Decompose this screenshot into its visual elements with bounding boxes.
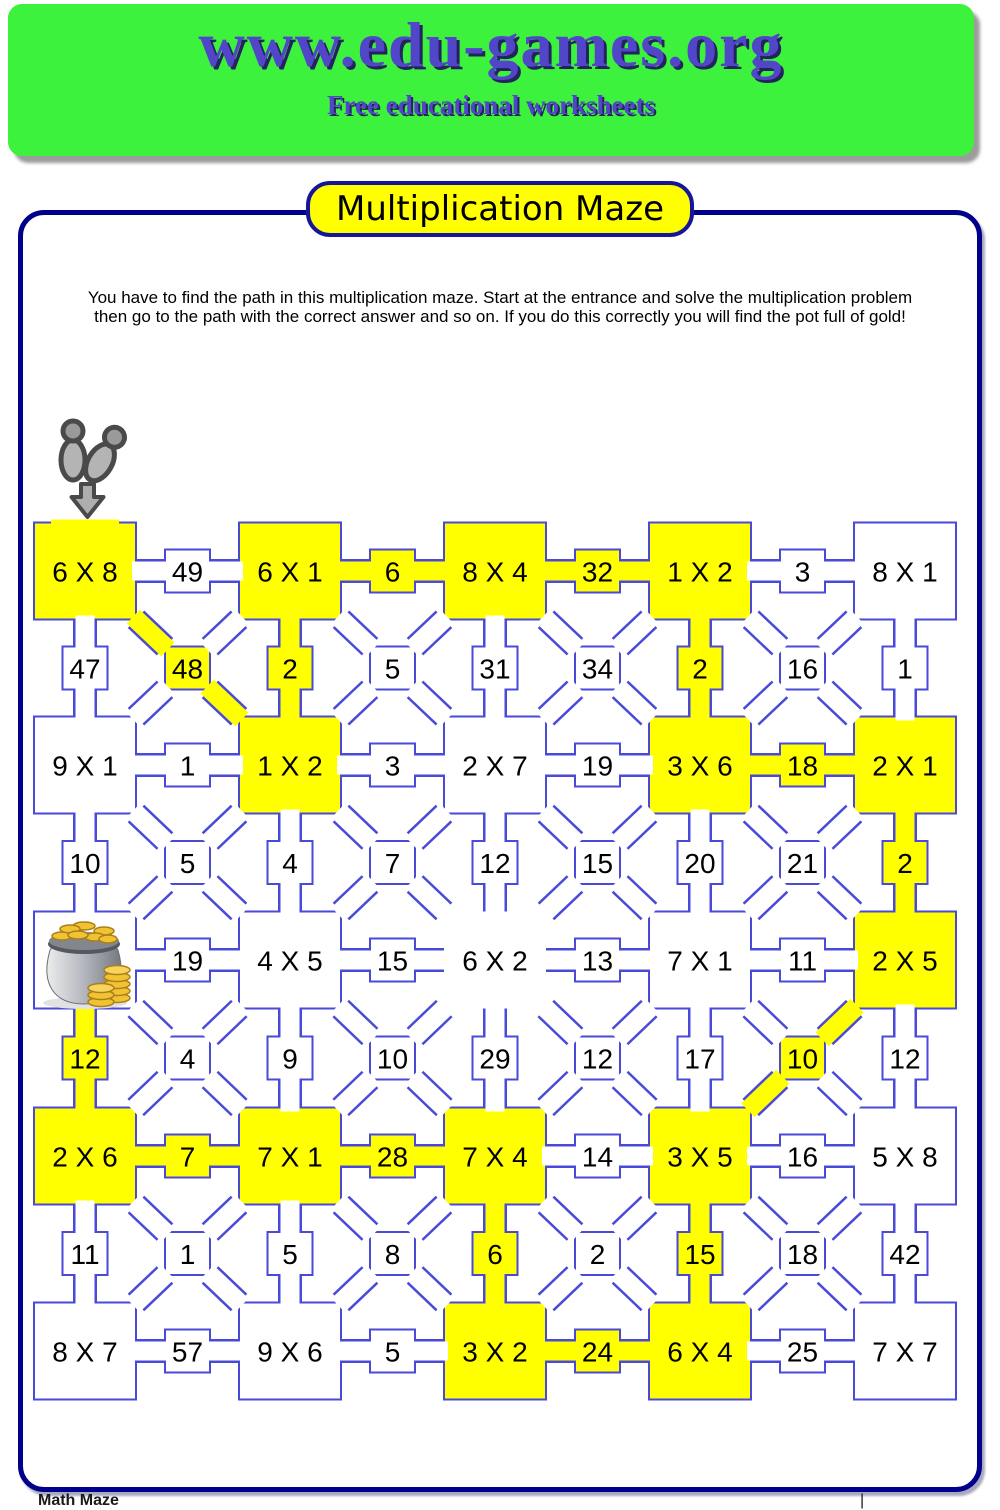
maze-corridor	[207, 881, 242, 914]
answer-label: 19	[581, 750, 614, 782]
maze-corridor	[822, 881, 857, 914]
maze-corridor	[543, 1006, 578, 1040]
room-label: 6 X 8	[52, 556, 118, 588]
maze-corridor	[748, 1077, 783, 1111]
answer-label: 49	[171, 556, 204, 588]
room-label: 3 X 6	[667, 750, 733, 782]
answer-label: 48	[171, 653, 204, 685]
room-label: 6 X 4	[667, 1336, 733, 1368]
instructions-line-1: You have to find the path in this multiplication maze. Start at the entrance and solve the multiplication problem	[87, 288, 913, 307]
maze-corridor	[338, 881, 373, 914]
answer-label: 42	[889, 1239, 921, 1270]
maze-corridor	[748, 811, 783, 844]
room-label: 9 X 6	[257, 1336, 323, 1368]
maze-corridor	[207, 687, 242, 720]
answer-label: 16	[786, 1141, 819, 1173]
maze-corridor	[338, 687, 373, 720]
room-label: 8 X 1	[872, 556, 938, 588]
room-label: 1 X 2	[667, 556, 733, 588]
maze-corridor	[133, 1202, 168, 1235]
maze-corridor	[822, 1006, 857, 1040]
answer-label: 7	[384, 848, 401, 879]
maze-corridor	[543, 1077, 578, 1111]
maze-corridor	[412, 1272, 447, 1305]
footer-left-text: Math Maze	[38, 1492, 119, 1509]
answer-label: 19	[171, 945, 204, 977]
room-label: 2 X 5	[872, 945, 938, 977]
answer-label: 29	[479, 1043, 511, 1075]
maze-corridor	[748, 617, 783, 650]
answer-label: 8	[384, 1239, 401, 1270]
answer-label: 2	[692, 653, 708, 685]
maze-corridor	[822, 1077, 857, 1111]
room-label: 3 X 2	[462, 1336, 528, 1368]
maze-corridor	[617, 1006, 652, 1040]
maze-corridor	[207, 1272, 242, 1305]
maze-corridor	[543, 881, 578, 914]
maze-corridor	[822, 687, 857, 720]
maze-corridor	[133, 1006, 168, 1040]
room-label: 7 X 4	[462, 1141, 528, 1173]
answer-label: 12	[69, 1043, 101, 1075]
answer-label: 17	[684, 1043, 716, 1075]
maze-corridor	[748, 1272, 783, 1305]
maze-corridor	[412, 687, 447, 720]
maze-corridor	[412, 811, 447, 844]
room-label: 2 X 7	[462, 750, 528, 782]
instructions-line-2: then go to the path with the correct answer and so on. If you do this correctly you will find the pot full of gold!	[94, 307, 906, 326]
answer-label: 1	[897, 653, 913, 685]
answer-label: 31	[479, 653, 511, 685]
room-label: 1 X 2	[257, 750, 323, 782]
maze-corridor	[617, 617, 652, 650]
answer-label: 2	[897, 848, 913, 879]
maze-corridor	[617, 1202, 652, 1235]
maze-corridor	[617, 687, 652, 720]
maze-corridor	[338, 617, 373, 650]
answer-label: 3	[384, 750, 401, 782]
maze-corridor	[748, 1202, 783, 1235]
maze-corridor	[617, 811, 652, 844]
footer-right-mark: |	[860, 1492, 865, 1509]
maze-corridor	[207, 811, 242, 844]
maze-corridor	[748, 687, 783, 720]
maze-corridor	[207, 1202, 242, 1235]
answer-label: 34	[581, 653, 614, 685]
answer-label: 21	[786, 848, 819, 879]
answer-label: 57	[171, 1336, 204, 1368]
answer-label: 15	[376, 945, 409, 977]
answer-label: 7	[179, 1141, 196, 1173]
maze-corridor	[207, 617, 242, 650]
instructions	[0, 288, 1000, 326]
answer-label: 11	[787, 945, 818, 977]
room-label: 9 X 1	[52, 750, 118, 782]
answer-label: 25	[786, 1336, 819, 1368]
maze-corridor	[133, 1272, 168, 1305]
answer-label: 4	[179, 1043, 196, 1075]
maze-corridor	[617, 1272, 652, 1305]
answer-label: 12	[479, 848, 511, 879]
answer-label: 1	[179, 1239, 196, 1270]
room-label: 2 X 1	[872, 750, 938, 782]
maze-corridor	[543, 1272, 578, 1305]
room-label: 8 X 4	[462, 556, 528, 588]
maze-entrance	[51, 520, 119, 526]
maze-corridor	[338, 1077, 373, 1111]
maze-corridor	[133, 1077, 168, 1111]
maze-corridor	[748, 881, 783, 914]
answer-label: 3	[794, 556, 811, 588]
answer-label: 12	[889, 1043, 921, 1075]
maze-corridor	[748, 1006, 783, 1040]
page-title: Multiplication Maze	[306, 181, 694, 237]
room-label: 6 X 2	[462, 945, 528, 977]
answer-label: 5	[384, 1336, 401, 1368]
room-label: 5 X 8	[872, 1141, 938, 1173]
room-label: 8 X 7	[52, 1336, 118, 1368]
answer-label: 24	[581, 1336, 614, 1368]
maze-corridor	[207, 1006, 242, 1040]
answer-label: 9	[282, 1043, 298, 1075]
maze-corridor	[543, 811, 578, 844]
answer-label: 6	[384, 556, 401, 588]
answer-label: 15	[684, 1239, 716, 1270]
maze-corridor	[133, 881, 168, 914]
maze-layer-labels	[52, 557, 937, 1368]
answer-label: 10	[69, 848, 101, 879]
answer-label: 6	[487, 1239, 503, 1270]
room-label: 7 X 1	[257, 1141, 323, 1173]
answer-label: 12	[581, 1043, 614, 1075]
answer-label: 10	[376, 1043, 409, 1075]
maze-corridor	[822, 811, 857, 844]
maze-corridor	[412, 881, 447, 914]
answer-label: 20	[684, 848, 716, 879]
maze-corridor	[412, 617, 447, 650]
room-label: 2 X 6	[52, 1141, 118, 1173]
maze-corridor	[338, 811, 373, 844]
maze-corridor	[822, 617, 857, 650]
room-label: 6 X 1	[257, 556, 323, 588]
room-label: 3 X 5	[667, 1141, 733, 1173]
maze-corridor	[133, 811, 168, 844]
site-tagline: Free educational worksheets	[327, 90, 655, 120]
maze-corridor	[412, 1006, 447, 1040]
maze-corridor	[822, 1202, 857, 1235]
answer-label: 15	[581, 848, 614, 879]
maze-corridor	[412, 1202, 447, 1235]
answer-label: 5	[282, 1239, 298, 1270]
answer-label: 18	[786, 750, 819, 782]
maze-corridor	[617, 881, 652, 914]
answer-label: 16	[786, 653, 819, 685]
answer-label: 2	[282, 653, 298, 685]
answer-label: 13	[581, 945, 614, 977]
answer-label: 4	[282, 848, 298, 879]
answer-label: 11	[70, 1239, 100, 1270]
maze-corridor	[543, 617, 578, 650]
answer-label: 10	[786, 1043, 819, 1075]
maze-corridor	[617, 1077, 652, 1111]
answer-label: 14	[581, 1141, 614, 1173]
answer-label: 5	[384, 653, 401, 685]
footprints-icon	[61, 421, 130, 486]
maze-corridor	[822, 1272, 857, 1305]
maze-corridor	[133, 687, 168, 720]
maze-corridor	[338, 1006, 373, 1040]
maze-corridor	[207, 1077, 242, 1111]
maze-corridor	[338, 1272, 373, 1305]
answer-label: 2	[589, 1239, 606, 1270]
site-title: www.edu-games.org	[198, 9, 784, 80]
room-label: 7 X 1	[667, 945, 733, 977]
answer-label: 32	[581, 556, 614, 588]
start-arrow-icon	[72, 484, 104, 517]
maze-corridor	[412, 1077, 447, 1111]
maze-corridor	[133, 617, 168, 650]
room-label: 4 X 5	[257, 945, 323, 977]
answer-label: 18	[786, 1239, 819, 1270]
answer-label: 1	[179, 750, 196, 782]
maze-corridor	[543, 687, 578, 720]
maze-corridor	[338, 1202, 373, 1235]
answer-label: 47	[69, 653, 101, 685]
answer-label: 5	[179, 848, 196, 879]
answer-label: 28	[376, 1141, 409, 1173]
room-label: 7 X 7	[872, 1336, 938, 1368]
maze-corridor	[543, 1202, 578, 1235]
